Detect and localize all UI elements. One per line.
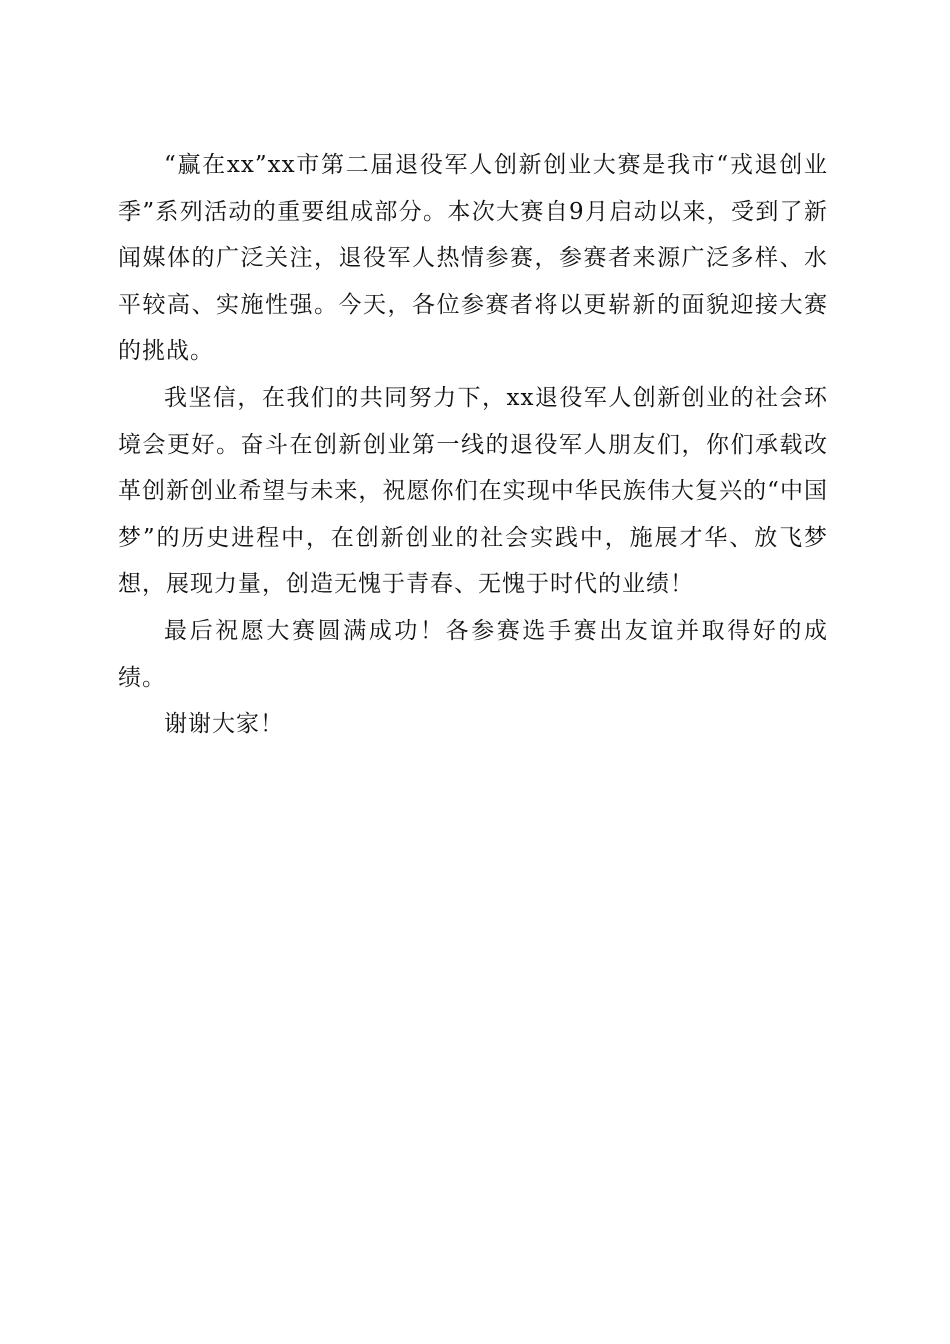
paragraph-intro: “赢在xx”xx市第二届退役军人创新创业大赛是我市“戎退创业季”系列活动的重要组成部分。本次大赛自9月启动以来，受到了新闻媒体的广泛关注，退役军人热情参赛，参赛者来源广泛多样、水平较高、实施性强。今天，各位参赛者将以更崭新的面貌迎接大赛的挑战。 [118,152,828,365]
paragraph-belief: 我坚信，在我们的共同努力下，xx退役军人创新创业的社会环境会更好。奋斗在创新创业第一线的退役军人朋友们，你们承载改革创新创业希望与未来，祝愿你们在实现中华民族伟大复兴的“中国梦”的历史进程中，在创新创业的社会实践中，施展才华、放飞梦想，展现力量，创造无愧于青春、无愧于时代的业绩！ [118,384,828,598]
document-body [118,142,828,748]
paragraph-thanks: 谢谢大家！ [164,711,284,738]
paragraph-wishes: 最后祝愿大赛圆满成功！各参赛选手赛出友谊并取得好的成绩。 [118,617,828,691]
